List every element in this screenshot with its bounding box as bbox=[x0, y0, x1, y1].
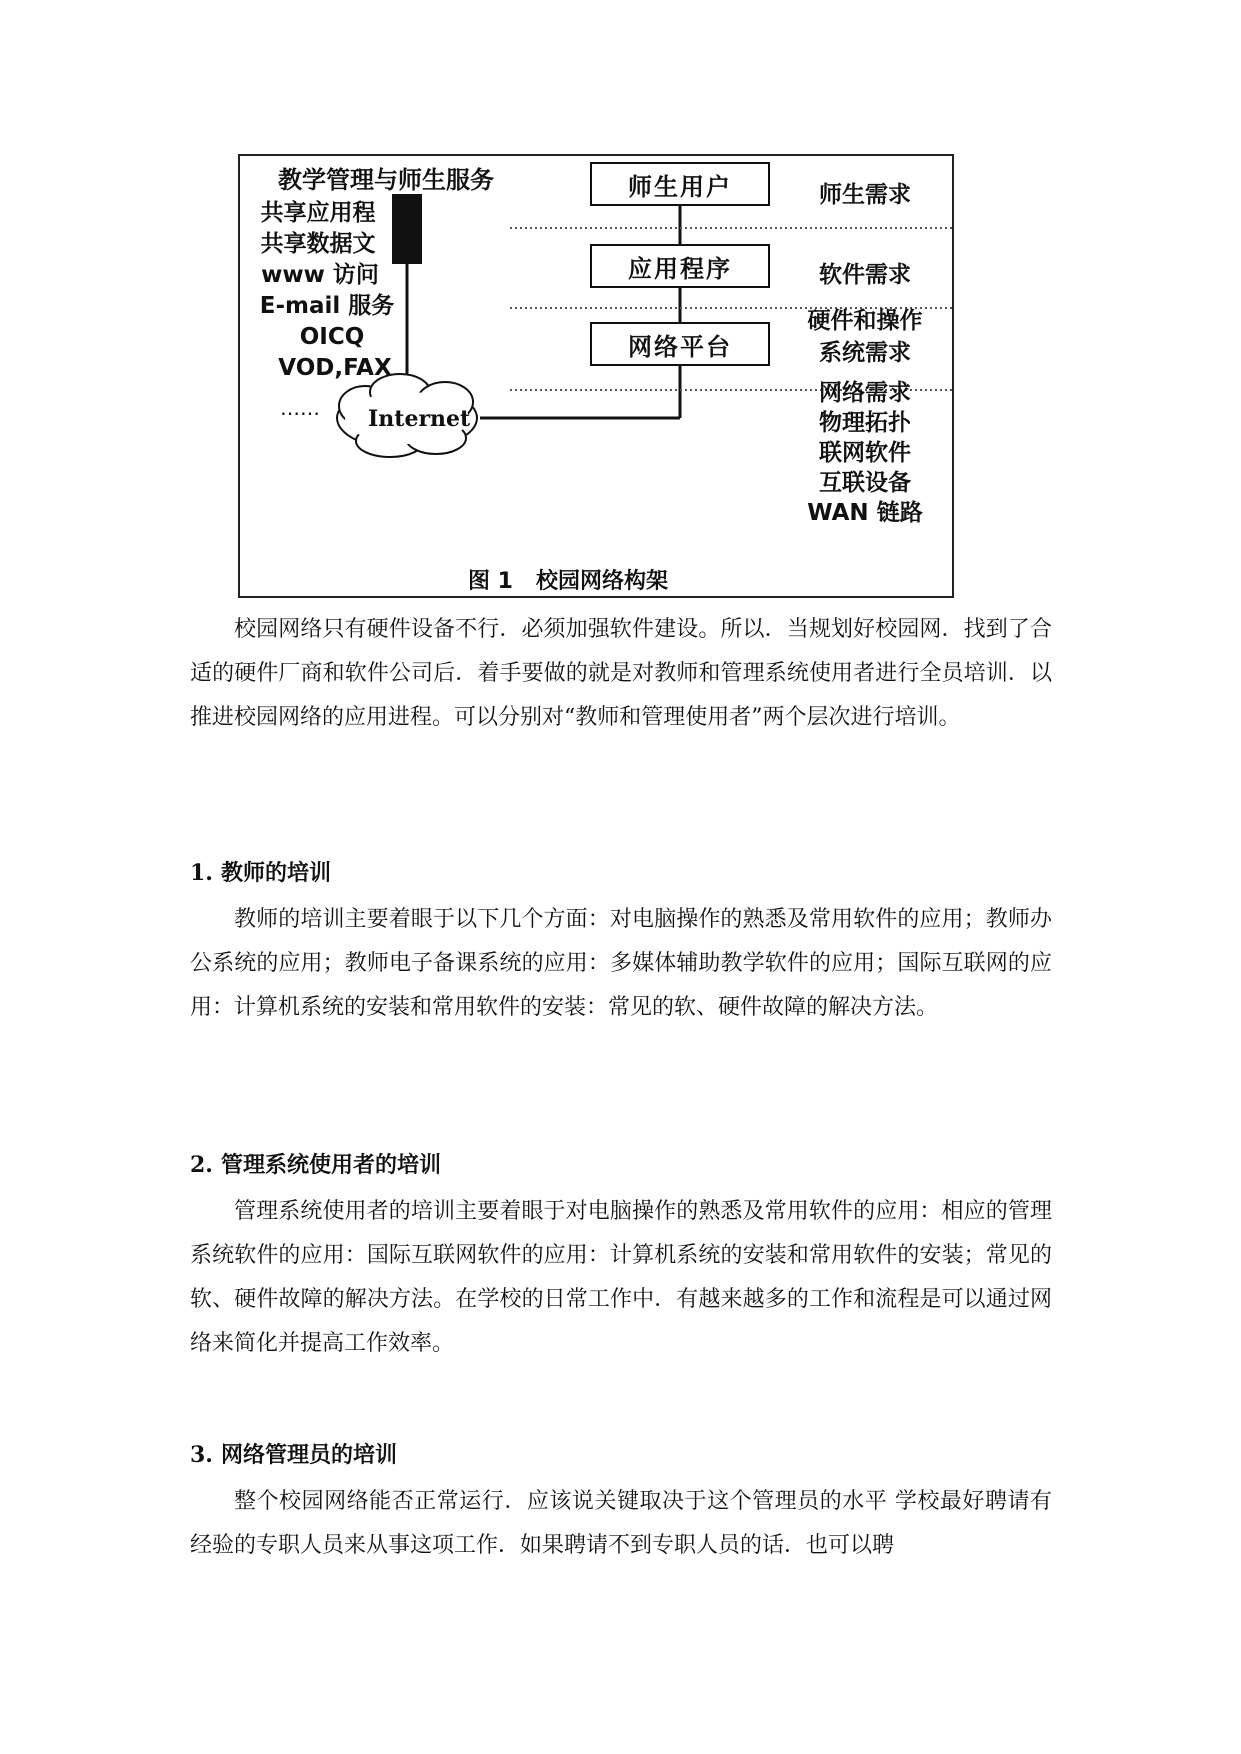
figure-caption: 图 1 校园网络构架 bbox=[468, 569, 668, 594]
section-1-paragraph: 教师的培训主要着眼于以下几个方面：对电脑操作的熟悉及常用软件的应用；教师办公系统的应用；教师电子备课系统的应用：多媒体辅助教学软件的应用；国际互联网的应用：计算机系统的安装和常用软件的安装：常见的软、硬件故障的解决方法。 bbox=[190, 907, 1052, 1020]
section-2-paragraph: 管理系统使用者的培训主要着眼于对电脑操作的熟悉及常用软件的应用：相应的管理系统软件的应用：国际互联网软件的应用：计算机系统的安装和常用软件的安装；常见的软、硬件故障的解决方法。在学校的日常工作中．有越来越多的工作和流程是可以通过网络来简化并提高工作效率。 bbox=[190, 1199, 1052, 1356]
service-item: E-mail 服务 bbox=[259, 293, 395, 319]
section-number: 1. bbox=[190, 860, 213, 886]
service-item: OICQ bbox=[299, 324, 365, 350]
server-icon bbox=[392, 194, 422, 264]
req-system: 系统需求 bbox=[819, 340, 911, 366]
req-users: 师生需求 bbox=[819, 182, 911, 208]
box-network-platform: 网络平台 bbox=[590, 322, 770, 366]
req-wan: WAN 链路 bbox=[807, 500, 923, 526]
section-title: 网络管理员的培训 bbox=[220, 1442, 397, 1468]
box-applications: 应用程序 bbox=[590, 244, 770, 288]
ellipsis: …… bbox=[280, 396, 320, 420]
section-heading-2 bbox=[190, 1150, 441, 1180]
service-item: 共享数据文 bbox=[260, 231, 376, 257]
service-item: www 访问 bbox=[261, 262, 379, 288]
box-users: 师生用户 bbox=[590, 162, 770, 206]
section-title: 管理系统使用者的培训 bbox=[220, 1152, 441, 1178]
req-devices: 互联设备 bbox=[819, 470, 911, 496]
section-number: 2. bbox=[190, 1152, 213, 1178]
section-title: 教师的培训 bbox=[220, 860, 331, 886]
intro-paragraph: 校园网络只有硬件设备不行．必须加强软件建设。所以．当规划好校园网．找到了合适的硬件厂商和软件公司后．着手要做的就是对教师和管理系统使用者进行全员培训．以推进校园网络的应用进程。可以分别对“教师和管理使用者”两个层次进行培训。 bbox=[190, 617, 1052, 730]
section-heading-1 bbox=[190, 858, 331, 888]
service-item: VOD,FAX bbox=[278, 355, 392, 381]
service-item: 共享应用程 bbox=[260, 200, 376, 226]
figure-left-title: 教学管理与师生服务 bbox=[278, 166, 494, 194]
section-heading-3 bbox=[190, 1440, 397, 1470]
req-hardware: 硬件和操作 bbox=[807, 308, 923, 334]
req-net-software: 联网软件 bbox=[819, 440, 911, 466]
campus-network-figure bbox=[238, 154, 954, 598]
section-3-paragraph: 整个校园网络能否正常运行．应该说关键取决于这个管理员的水平 学校最好聘请有经验的专职人员来从事这项工作．如果聘请不到专职人员的话．也可以聘 bbox=[190, 1489, 1052, 1558]
req-network: 网络需求 bbox=[819, 380, 911, 406]
req-software: 软件需求 bbox=[819, 262, 911, 288]
req-topology: 物理拓扑 bbox=[819, 410, 911, 436]
section-number: 3. bbox=[190, 1442, 213, 1468]
internet-label: Internet bbox=[368, 406, 471, 432]
